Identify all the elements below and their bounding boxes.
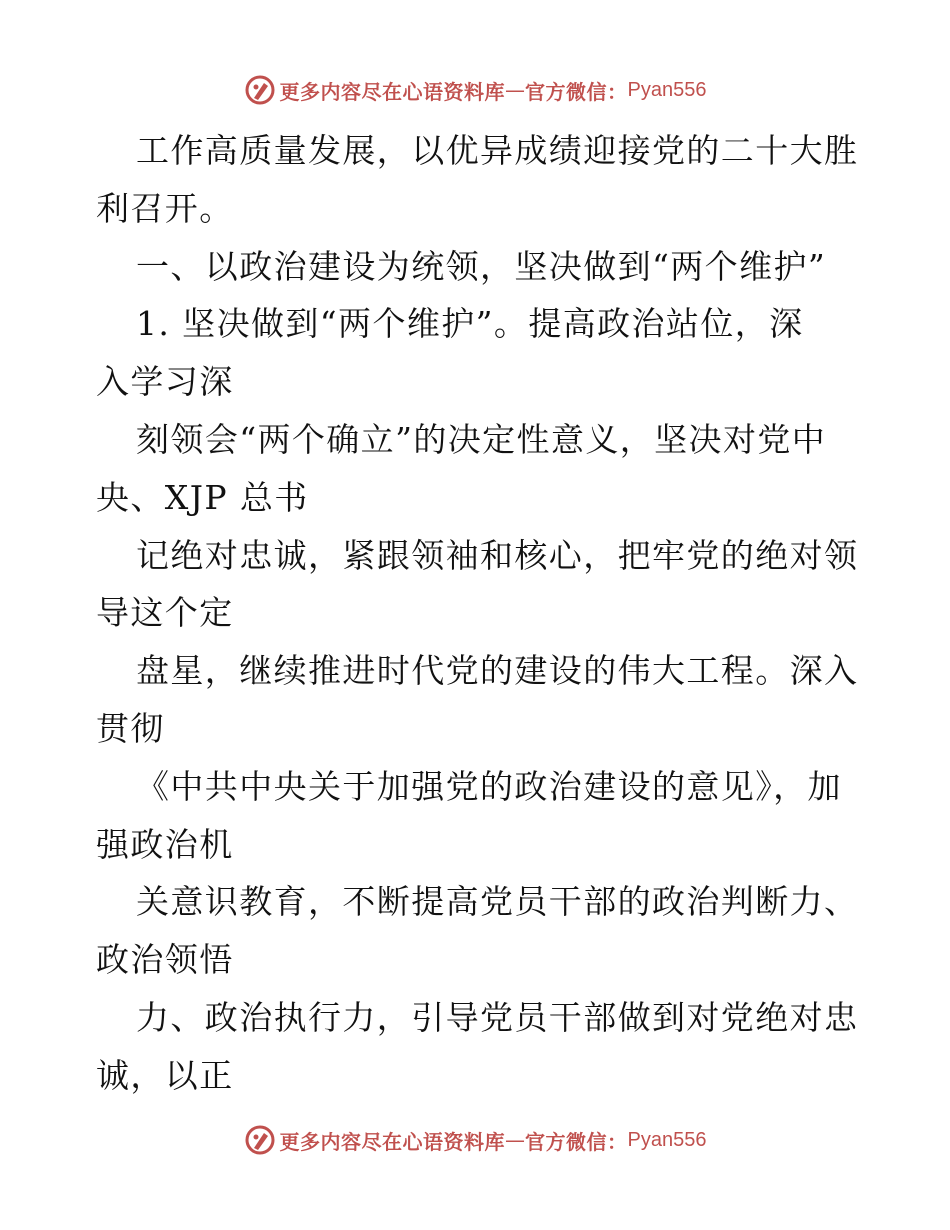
watermark-contact-label: 官方微信： <box>525 79 628 104</box>
text-line: 诚，以正 <box>96 1055 234 1095</box>
text-line: 工作高质量发展，以优异成绩迎接党的二十大胜 <box>136 131 859 170</box>
text-line: 刻领会“两个确立”的决定性意义，坚决对党中 <box>136 419 827 459</box>
text-line: 强政治机 <box>96 824 234 864</box>
watermark-main-text: 更多内容尽在心语资料库 <box>279 79 506 104</box>
watermark-contact-id: Pyan556 <box>627 1128 707 1151</box>
text-line: 盘星，继续推进时代党的建设的伟大工程。深入 <box>136 651 859 691</box>
text-line: 政治领悟 <box>96 940 234 980</box>
section-heading: 一、以政治建设为统领，坚决做到“两个维护” <box>136 246 827 286</box>
pen-nib-logo-icon <box>244 1124 276 1156</box>
footer-watermark <box>0 1120 950 1160</box>
text-line: 力、政治执行力，引导党员干部做到对党绝对忠 <box>136 997 859 1037</box>
watermark-contact-id: Pyan556 <box>627 78 707 101</box>
text-line: 1. 坚决做到“两个维护”。提高政治站位，深 <box>136 304 804 344</box>
watermark-separator: — <box>505 78 526 102</box>
text-line: 入学习深 <box>96 362 234 402</box>
text-line: 导这个定 <box>96 593 234 633</box>
text-line: 关意识教育，不断提高党员干部的政治判断力、 <box>136 882 859 922</box>
text-line: 《中共中央关于加强党的政治建设的意见》，加 <box>136 766 842 806</box>
text-line: 利召开。 <box>96 188 234 228</box>
text-line: 贯彻 <box>96 708 165 748</box>
header-watermark <box>0 70 950 110</box>
pen-nib-logo-icon <box>244 74 276 106</box>
watermark-separator: — <box>505 1128 526 1152</box>
document-body <box>96 122 859 1105</box>
text-line: 记绝对忠诚，紧跟领袖和核心，把牢党的绝对领 <box>136 535 859 575</box>
text-line: 央、XJP 总书 <box>96 477 309 517</box>
watermark-main-text: 更多内容尽在心语资料库 <box>279 1129 506 1154</box>
watermark-contact-label: 官方微信： <box>525 1129 628 1154</box>
